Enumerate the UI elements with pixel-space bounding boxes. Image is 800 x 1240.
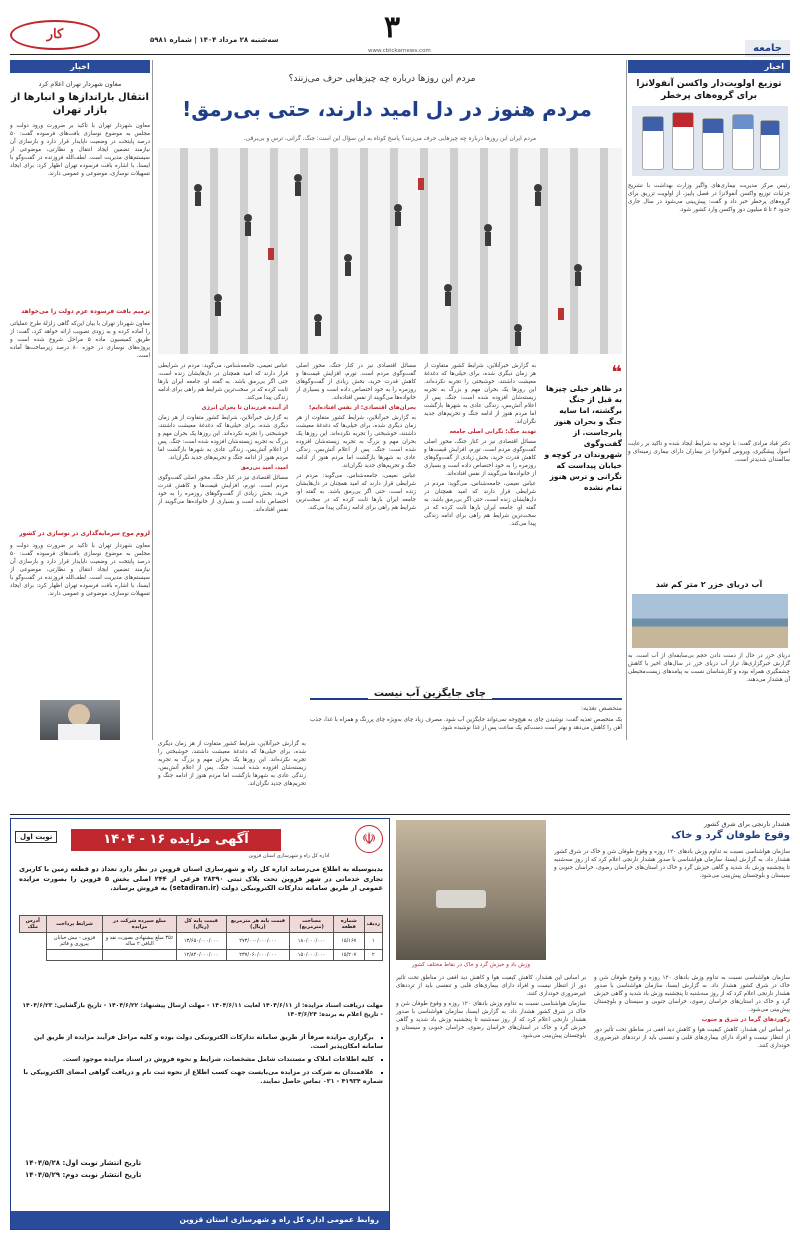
ad-table-cell: ۱۳/۶۵۰/۰۰۰/۰۰۰ — [176, 933, 226, 950]
dust-body-col-left — [396, 974, 586, 1224]
website-url[interactable]: www.cbtckarnews.com — [368, 48, 431, 54]
left-column-divider — [152, 60, 153, 740]
ad-dates: مهلت دریافت اسناد مزایده: از ۱۴۰۴/۶/۱۱ لغایت ۱۴۰۴/۶/۱۱ - مهلت ارسال پیشنهاد: ۱۴۰۴/۶/۲۲ - تاریخ بازگشایی: ۱۴۰۴/۶/۲۳ - تاریخ اعلام به برنده: ۱۴۰۴/۶/۲۴ — [22, 1002, 383, 1018]
dust-body-p4: بر اساس این هشدار، کاهش کیفیت هوا و کاهش دید افقی در مناطق تحت تأثیر دور از انتظار نیست و افراد دارای بیماری‌های قلبی و تنفسی باید از ترددهای غیرضروری خودداری کنند. — [594, 1027, 790, 1049]
main-sub-3: از آینده فرزندان تا بحران انرژی — [201, 405, 288, 411]
tea-author-label: متخصص تغذیه: — [580, 704, 622, 712]
tea-body: یک متخصص تغذیه گفت: نوشیدن چای به هیچ‌وجه نمی‌تواند جایگزین آب شود. مصرف زیاد چای به‌ویژه چای پررنگ و همراه با غذا، جذب آهن را کاهش می‌دهد و بهتر است دست‌کم یک ساعت پس از غذا نوشیده شود. — [310, 717, 622, 731]
vial-3 — [702, 118, 724, 170]
ad-table-cell: ۲۷۳/۰۰۰/۰۰۰/۰۰۰ — [226, 933, 290, 950]
main-body-p5: به گزارش خبرآنلاین، شرایط کشور متفاوت از هر زمان دیگری شده، برای خیلی‌ها که دغدغۀ معیشت داشتند، خوشبختی را تجربه نکرده‌اند. این روز‌ها یک بحران مهم و بزرگ به تجربه زیسته‌شان افزوده شده است: جنگ. پس از اعلام آتش‌بس، زندگی عادی به شهرها بازگشت اما مردم هنوز از ادامه جنگ و تحریم‌های جدید نگران‌اند. — [296, 415, 416, 469]
dust-kicker: هشدار نارنجی برای شرق کشور — [704, 820, 790, 828]
dust-storm-photo — [396, 820, 546, 960]
left-news-body-3: معاون شهردار تهران با تأکید بر ضرورت ورود دولت و مجلس به موضوع نوسازی بافت‌های فرسوده گفت: ۵۰ درصد پایتخت در وضعیت ناپایدار قرار دارد و بازسازی آن نیازمند تضمین ایجاد انتقال و نظارتی، موضوعی از سیستم‌های مدیریت است. لطف‌الله فروزنده در گفت‌وگو با ایسنا، با اشاره بافت فرسوده تهران اظهار کرد: برای ایجاد تسهیلات نوسازی، موضوعی و عمومی دارند. — [10, 543, 150, 597]
main-sub-4: امید، امید بی‌رمق — [240, 465, 288, 471]
vaccine-vials-photo — [632, 106, 788, 176]
ad-table-cell: ۱۸۰/۰۰۰/۰۰۰ — [290, 933, 334, 950]
portrait-shirt — [58, 724, 100, 740]
ad-table-cell: ۳۵٪ مبلغ پیشنهادی بصورت نقد و الباقی ۲ ساله — [103, 933, 176, 950]
right-news-title: توزیع اولویت‌دار واکسن آنفولانزا برای گروه‌های پرخطر — [636, 79, 782, 101]
main-body-p6: عباس نعیمی، جامعه‌شناس، می‌گوید: مردم در شرایطی قرار دارند که امید همچنان در دل‌هایشان زنده است، حتی اگر بی‌رمق باشد. به گفته او، جامعه ایران بارها ثابت کرده که در سخت‌ترین شرایط هم راهی برای ادامه زندگی پیدا می‌کند. — [296, 473, 416, 511]
vial-2 — [672, 112, 694, 170]
dust-body-p2: سازمان هواشناسی نسبت به تداوم وزش بادهای ۱۲۰ روزه و وقوع طوفان شن و خاک در شرق کشور هشدار داد. به گزارش ایسنا، سازمان هواشناسی با صدور هشدار نارنجی اعلام کرد که از روز سه‌شنبه تا پنجشنبه وزش باد شدید و گاهی خیزش گرد و خاک در استان‌های خراسان رضوی، خراسان جنوبی و سیستان و بلوچستان پیش‌بینی می‌شود. — [396, 1001, 586, 1039]
ad-table-cell: ۲۳۷/۰۶۰/۰۰۰/۰۰۰ — [226, 950, 290, 961]
ad-bullet-item: ▪ کلیه اطلاعات املاک و مستندات شامل مشخصات، شرایط و نحوه فروش در اسناد مزایده موجود است. — [19, 1055, 383, 1064]
header-rule — [10, 54, 790, 55]
dust-photo-caption: وزش باد و خیزش گرد و خاک در نقاط مختلف کشور — [411, 962, 531, 968]
ad-table-header-cell: مساحت (مترمربع) — [290, 916, 334, 933]
main-body-p7: عباس نعیمی، جامعه‌شناس، می‌گوید: مردم در شرایطی قرار دارند که امید همچنان در دل‌هایشان زنده است، حتی اگر بی‌رمق باشد. به گفته او، جامعه ایران بارها ثابت کرده که در سخت‌ترین شرایط هم راهی برای ادامه زندگی پیدا می‌کند. — [158, 363, 288, 401]
ad-issue-date-2: تاریخ انتشار نوبت دوم: ۱۴۰۴/۵/۲۹ — [25, 1171, 142, 1179]
ad-table-header-cell: شرایط پرداخت — [46, 916, 103, 933]
dust-body-p3: سازمان هواشناسی نسبت به تداوم وزش بادهای ۱۲۰ روزه و وقوع طوفان شن و خاک در شرق کشور هشدار داد. به گزارش ایسنا، سازمان هواشناسی با صدور هشدار نارنجی اعلام کرد که از روز سه‌شنبه تا پنجشنبه وزش باد شدید و گاهی خیزش گرد و خاک در استان‌های خراسان رضوی، خراسان جنوبی و سیستان و بلوچستان پیش‌بینی می‌شود. — [594, 975, 790, 1013]
pull-quote-text: در ظاهر خیلی چیزها به قبل از جنگ برگشته، اما سایه جنگ و بحران هنوز پابرجاست. از گفت‌وگوی شهروندان در کوچه و خیابان پیداست که نگرانی و ترس هنوز تمام نشده — [544, 384, 622, 492]
right-news-tag: اخبار — [628, 60, 790, 73]
main-body-p4: مسائل اقتصادی نیز در کنار جنگ، محور اصلی گفت‌وگوی مردم است. تورم، افزایش قیمت‌ها و کاهش قدرت خرید، بخش زیادی از گفت‌وگوهای روزمره را به خود اختصاص داده است و بسیاری از خانواده‌ها می‌گویند از نفس افتاده‌اند. — [296, 363, 416, 401]
page-header — [10, 10, 790, 60]
main-body-p8: به گزارش خبرآنلاین، شرایط کشور متفاوت از هر زمان دیگری شده، برای خیلی‌ها که دغدغۀ معیشت داشتند، خوشبختی را تجربه نکرده‌اند. این روز‌ها یک بحران مهم و بزرگ به تجربه زیسته‌شان افزوده شده است: جنگ. پس از اعلام آتش‌بس، زندگی عادی به شهرها بازگشت اما مردم هنوز از ادامه جنگ و تحریم‌های جدید نگران‌اند. — [158, 415, 288, 461]
ad-title: آگهی مزایده ۱۶ - ۱۴۰۴ — [71, 829, 281, 851]
auction-ad — [10, 818, 390, 1230]
pull-quote-box — [544, 362, 622, 572]
ad-table-cell: ۱۵۰/۰۰۰/۰۰۰ — [290, 950, 334, 961]
main-body-col-3 — [158, 362, 288, 752]
dust-body: سازمان هواشناسی نسبت به تداوم وزش بادهای ۱۲۰ روزه و وقوع طوفان شن و خاک در شرق کشور هشدار داد. به گزارش ایسنا، سازمان هواشناسی با صدور هشدار نارنجی اعلام کرد که از روز سه‌شنبه تا پنجشنبه وزش باد شدید و گاهی خیزش گرد و خاک در استان‌های خراسان رضوی، خراسان جنوبی و سیستان و بلوچستان پیش‌بینی می‌شود. — [554, 849, 790, 879]
ad-table-header-cell: مبلغ سپرده شرکت در مزایده — [103, 916, 176, 933]
vial-1 — [642, 116, 664, 170]
section-title: جامعه — [745, 40, 790, 57]
left-news-kicker: معاون شهردار تهران اعلام کرد — [38, 80, 122, 88]
ad-table — [19, 915, 383, 961]
main-body-p9: مسائل اقتصادی نیز در کنار جنگ، محور اصلی گفت‌وگوی مردم است. تورم، افزایش قیمت‌ها و کاهش قدرت خرید، بخش زیادی از گفت‌وگوهای روزمره را به خود اختصاص داده است و بسیاری از خانواده‌ها می‌گویند از نفس افتاده‌اند. — [158, 475, 288, 513]
left-news-column — [10, 60, 150, 740]
ad-bullet-item: ▪ برگزاری مزایده صرفاً از طریق سامانه تدارکات الکترونیکی دولت بوده و کلیه مراحل فرآیند مزایده از طریق این سامانه امکان‌پذیر است. — [19, 1033, 383, 1051]
vial-4 — [732, 114, 754, 170]
paper-logo — [10, 20, 100, 50]
ad-table-header-row — [20, 916, 383, 933]
ad-issuer: اداره کل راه و شهرسازی استان قزوین — [248, 853, 330, 859]
ad-table-cell — [46, 950, 103, 961]
tea-box — [310, 688, 622, 810]
dust-title: وقوع طوفان گرد و خاک — [671, 830, 790, 841]
right-column-divider — [626, 60, 627, 740]
ad-table-cell: ۱۲/۸۴۰/۰۰۰/۰۰۰ — [176, 950, 226, 961]
ad-table-header-cell: ردیف — [364, 916, 382, 933]
caspian-title: آب دریای خزر ۲ متر کم شد — [655, 580, 763, 589]
dust-body-p1: بر اساس این هشدار، کاهش کیفیت هوا و کاهش دید افقی در مناطق تحت تأثیر دور از انتظار نیست و افراد دارای بیماری‌های قلبی و تنفسی باید از ترددهای غیرضروری خودداری کنند. — [396, 975, 586, 997]
lower-divider — [10, 814, 790, 815]
issue-date: سه‌شنبه ۲۸ مرداد ۱۴۰۴ | شماره ۵۹۸۱ — [150, 36, 279, 44]
ad-bullet-item: ▪ علاقمندان به شرکت در مزایده می‌بایست جهت کسب اطلاع از نحوه ثبت نام و دریافت گواهی امضای الکترونیکی با شماره ۴۱۹۳۴ - ۰۲۱ تماس حاصل نمایند. — [19, 1068, 383, 1086]
right-news-body-2: دکتر قباد مرادی گفت: با توجه به شرایط ایجاد شده و تأکید بر رعایت اصول پیشگیری، ویروس آنفولانزا در بیماران دارای بیماری زمینه‌ای و سالمندان شدیدتر است. — [628, 441, 790, 463]
ad-table-body — [20, 933, 383, 961]
ad-table-cell — [103, 950, 176, 961]
vial-5 — [760, 120, 780, 170]
ad-table-row — [20, 950, 383, 961]
left-news-body-2: معاون شهردار تهران با بیان این‌که گاهی زلزلۀ طرح عملیاتی را آماده کرده و به زودی تصویب ارائه خواهد کرد، گفت: از طریق کمیسیون ماده ۵ مراحل شروع شده است و پروژه‌های نوسازی در حوزه ۸۰ درصد زیرساخت‌ها آماده است. — [10, 321, 150, 359]
dust-story — [396, 818, 790, 1230]
ad-table-header-cell: شماره قطعه — [333, 916, 364, 933]
ad-table-cell: ۱ — [364, 933, 382, 950]
ad-intro: بدینوسیله به اطلاع می‌رساند اداره کل راه و شهرسازی استان قزوین در نظر دارد تعداد دو قطعه زمین با کاربری تجاری خدماتی در شهر قزوین تحت پلاک ثبتی ۲۸۳۹۰ فرعی از ۲۴۴ اصلی بخش ۵ قزوین را بصورت مزایده عمومی از طریق سامانه تدارکات الکترونیکی دولت (setadiran.ir) به فروش برساند. — [19, 865, 383, 892]
iran-emblem-icon: ☫ — [355, 825, 383, 853]
caspian-sea-photo — [632, 594, 788, 648]
crosswalk-crowd-photo — [158, 148, 622, 354]
ad-footer-bar: روابط عمومی اداره کل راه و شهرسازی استان قزوین — [11, 1211, 389, 1229]
ad-table-cell: ۱۵/۲۰۷ — [333, 950, 364, 961]
main-kicker: مردم این روز‌ها درباره چه چیزهایی حرف می‌زنند؟ — [288, 74, 476, 84]
dust-body-col-right — [594, 974, 790, 1224]
left-news-tag: اخبار — [10, 60, 150, 73]
page-number: ۳ — [384, 10, 401, 45]
ad-table-row — [20, 933, 383, 950]
main-body-p3: عباس نعیمی، جامعه‌شناس، می‌گوید: مردم در شرایطی قرار دارند که امید همچنان در دل‌هایشان زنده است، حتی اگر بی‌رمق باشد. به گفته او، جامعه ایران بارها ثابت کرده که در سخت‌ترین شرایط هم راهی برای ادامه زندگی پیدا می‌کند. — [424, 481, 536, 527]
paper-logo-mark: کار — [46, 27, 64, 42]
right-news-body: رئیس مرکز مدیریت بیماری‌های واگیر وزارت بهداشت با تشریح جزئیات توزیع واکسن آنفولانزا در فصل پاییز، از اولویت تزریق برای گروه‌های پرخطر خبر داد و گفت: پیش‌بینی می‌شود در سال جاری حدود ۴ تا ۵ میلیون دوز واکسن وارد کشور شود. — [628, 183, 790, 213]
dust-sub: رکوردهای گرما در شرق و جنوب — [701, 1017, 790, 1023]
main-story — [158, 62, 622, 742]
caspian-body: دریای خزر در حال از دست دادن حجم بی‌سابقه‌ای از آب است. به گزارش خبرگزاری‌ها، تراز آب دریای خزر در سال‌های اخیر با کاهش چشمگیری همراه بوده و کارشناسان نسبت به پیامدهای زیست‌محیطی آن هشدار می‌دهند. — [628, 653, 790, 683]
official-portrait-photo — [40, 700, 120, 740]
left-news-subhead-1: ترمیم بافت فرسوده عزم دولت را می‌خواهد — [21, 308, 150, 315]
ad-notice-label: نوبت اول — [15, 831, 57, 843]
ad-bullets — [19, 1033, 383, 1090]
main-body-tail: به گزارش خبرآنلاین، شرایط کشور متفاوت از هر زمان دیگری شده، برای خیلی‌ها که دغدغۀ معیشت داشتند، خوشبختی را تجربه نکرده‌اند. این روز‌ها یک بحران مهم و بزرگ به تجربه زیسته‌شان افزوده شده است: جنگ. پس از اعلام آتش‌بس، زندگی عادی به شهرها بازگشت اما مردم هنوز از ادامه جنگ و تحریم‌های جدید نگران‌اند. — [158, 741, 306, 787]
left-news-title: انتقال بارانداز‌ها و انبارها از بازار تهران — [11, 92, 149, 116]
ad-issue-date-1: تاریخ انتشار نوبت اول: ۱۴۰۴/۵/۲۸ — [25, 1159, 142, 1167]
right-news-column — [628, 60, 790, 740]
ad-table-header-cell: قیمت پایه هر مترمربع (ریال) — [226, 916, 290, 933]
left-news-subhead-2: لزوم موج سرمایه‌گذاری در نوسازی در کشور — [19, 530, 150, 537]
ad-table-cell: ۱۵/۱۶۷ — [333, 933, 364, 950]
main-sub-2: بحران‌های اقتصادی؛ از نفس افتاده‌ایم! — [308, 405, 416, 411]
main-body-p2: مسائل اقتصادی نیز در کنار جنگ، محور اصلی گفت‌وگوی مردم است. تورم، افزایش قیمت‌ها و کاهش قدرت خرید، بخش زیادی از گفت‌وگوهای روزمره را به خود اختصاص داده است و بسیاری از خانواده‌ها می‌گویند از نفس افتاده‌اند. — [424, 439, 536, 477]
main-body-p1: به گزارش خبرآنلاین، شرایط کشور متفاوت از هر زمان دیگری شده، برای خیلی‌ها که دغدغۀ معیشت داشتند، خوشبختی را تجربه نکرده‌اند. این روز‌ها یک بحران مهم و بزرگ به تجربه زیسته‌شان افزوده شده است: جنگ. پس از اعلام آتش‌بس، زندگی عادی به شهرها بازگشت اما مردم هنوز از ادامه جنگ و تحریم‌های جدید نگران‌اند. — [424, 363, 536, 425]
crowd-figures — [158, 148, 622, 354]
ad-table-header-cell: قیمت پایه کل (ریال) — [176, 916, 226, 933]
quote-mark-icon: ❝ — [611, 362, 622, 383]
tea-title: چای جایگزین آب نیست — [368, 688, 492, 699]
portrait-head — [68, 704, 90, 726]
main-sub-1: تهدید جنگ؛ نگرانی اصلی جامعه — [449, 429, 536, 435]
ad-table-cell: قزوین - نیش خیابان پیروزی و قائم — [46, 933, 103, 950]
main-headline: مردم هنوز در دل امید دارند، حتی بی‌رمق! — [182, 97, 592, 121]
main-deck: مردم ایران این روزها درباره چه چیزهایی حرف می‌زنند؟ پاسخ کوتاه به این سؤال این است: جنگ، گرانی، ترس و بی‌برقی. — [243, 136, 537, 142]
dust-photo-car — [436, 890, 486, 908]
ad-table-header-cell: آدرس ملک — [20, 916, 47, 933]
ad-table-cell: ۲ — [364, 950, 382, 961]
left-news-body: معاون شهردار تهران با تأکید بر ضرورت ورود دولت و مجلس به موضوع نوسازی بافت‌های فرسوده گفت: ۵۰ درصد پایتخت در وضعیت ناپایدار قرار دارد و بازسازی آن نیازمند تضمین ایجاد انتقال و نظارتی، موضوعی از سیستم‌های مدیریت است. لطف‌الله فروزنده در گفت‌وگو با ایسنا، با اشاره بافت فرسوده تهران اظهار کرد: برای ایجاد تسهیلات نوسازی، موضوعی و عمومی دارند. — [10, 123, 150, 177]
